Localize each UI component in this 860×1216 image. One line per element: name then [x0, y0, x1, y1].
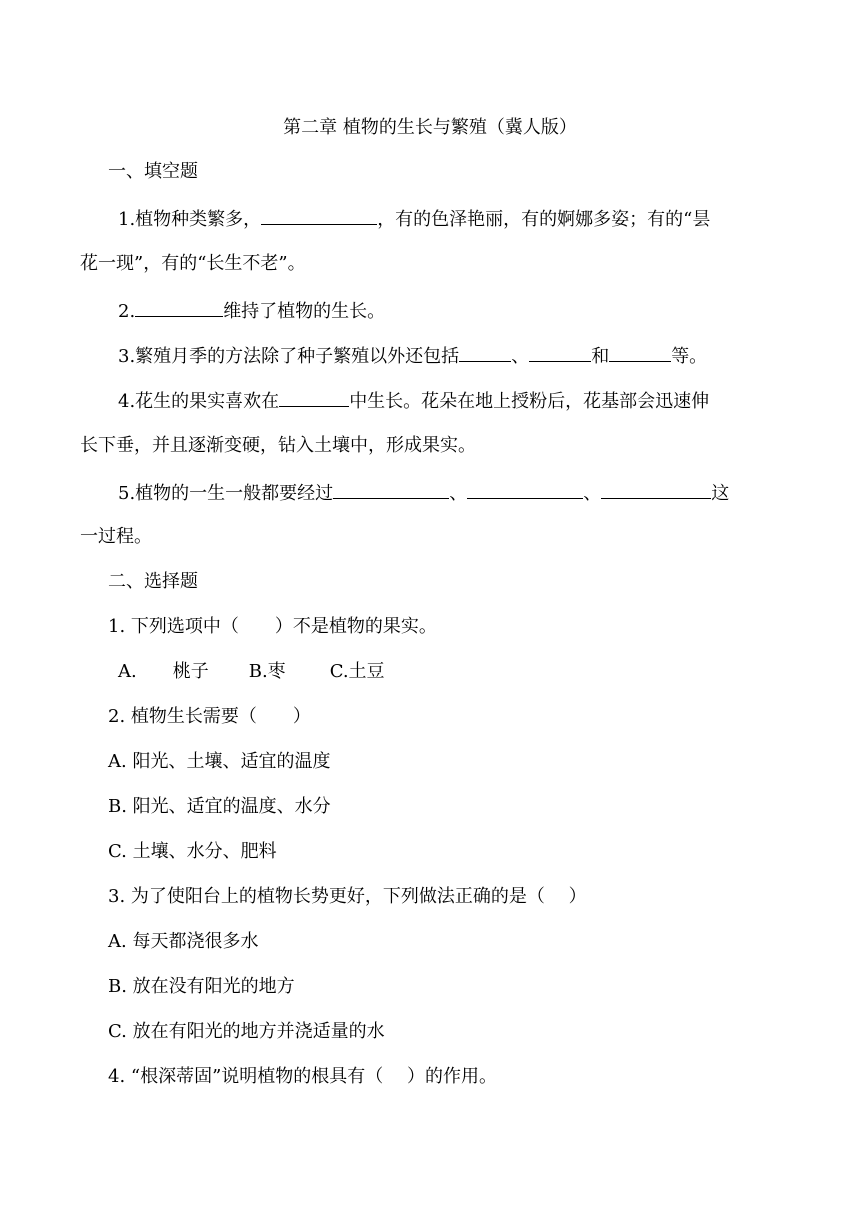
choice-option-b[interactable]: B. 阳光、适宜的温度、水分: [108, 796, 331, 817]
answer-blank[interactable]: [529, 343, 591, 362]
fill-question-4-continued: 长下垂，并且逐渐变硬，钻入土壤中，形成果实。: [80, 435, 476, 456]
page-title: 第二章 植物的生长与繁殖（冀人版）: [283, 117, 577, 138]
fill-question-1-continued: 花一现”，有的“长生不老”。: [80, 253, 306, 274]
fill-question-3: [118, 343, 707, 367]
fill-question-5: [118, 480, 729, 504]
choice-question-1-stem: 1. 下列选项中（ ）不是植物的果实。: [108, 616, 437, 637]
answer-blank[interactable]: [135, 298, 223, 317]
choice-option-c[interactable]: C. 土壤、水分、肥料: [108, 841, 277, 862]
fill-question-3-text-a: 3.繁殖月季的方法除了种子繁殖以外还包括: [118, 346, 460, 367]
choice-option-b[interactable]: B. 放在没有阳光的地方: [108, 976, 295, 997]
section-heading-multiple-choice: 二、选择题: [108, 571, 198, 592]
fill-question-5-text-b: 、: [449, 483, 468, 504]
choice-question-1-options: [118, 660, 385, 684]
fill-question-2: [118, 298, 385, 322]
fill-question-1: [118, 206, 710, 230]
fill-question-4-text-a: 4.花生的果实喜欢在: [118, 391, 280, 412]
answer-blank[interactable]: [261, 206, 377, 225]
section-heading-fill-blank: 一、填空题: [108, 161, 198, 182]
fill-question-2-text-a: 2.: [118, 301, 136, 322]
fill-question-4-text-b: 中生长。花朵在地上授粉后，花基部会迅速伸: [349, 391, 710, 412]
fill-question-5-continued: 一过程。: [80, 526, 152, 547]
choice-option-c[interactable]: C.土豆: [329, 661, 385, 682]
answer-blank[interactable]: [609, 343, 671, 362]
choice-question-4-stem: 4. “根深蒂固”说明植物的根具有（ ）的作用。: [108, 1066, 498, 1087]
choice-option-a[interactable]: A. 阳光、土壤、适宜的温度: [108, 751, 331, 772]
fill-question-3-text-b: 、: [511, 346, 530, 367]
answer-blank[interactable]: [467, 480, 583, 499]
choice-option-a[interactable]: A. 每天都浇很多水: [108, 931, 259, 952]
fill-question-4: [118, 388, 709, 412]
fill-question-5-text-a: 5.植物的一生一般都要经过: [118, 483, 334, 504]
answer-blank[interactable]: [601, 480, 711, 499]
choice-question-3-stem: 3. 为了使阳台上的植物长势更好，下列做法正确的是（ ）: [108, 886, 587, 907]
answer-blank[interactable]: [333, 480, 449, 499]
fill-question-2-text-b: 维持了植物的生长。: [223, 301, 386, 322]
answer-blank[interactable]: [459, 343, 511, 362]
choice-option-c[interactable]: C. 放在有阳光的地方并浇适量的水: [108, 1021, 385, 1042]
fill-question-5-text-c: 、: [583, 483, 602, 504]
fill-question-5-text-d: 这: [711, 483, 730, 504]
choice-option-b[interactable]: B.枣: [248, 661, 286, 682]
fill-question-1-text-b: ，有的色泽艳丽，有的婀娜多姿；有的“昙: [377, 209, 711, 230]
fill-question-1-text-a: 1.植物种类繁多，: [118, 209, 262, 230]
choice-question-2-stem: 2. 植物生长需要（ ）: [108, 706, 311, 727]
choice-option-a[interactable]: A. 桃子: [118, 661, 209, 682]
answer-blank[interactable]: [279, 388, 349, 407]
fill-question-3-text-d: 等。: [671, 346, 708, 367]
fill-question-3-text-c: 和: [591, 346, 610, 367]
